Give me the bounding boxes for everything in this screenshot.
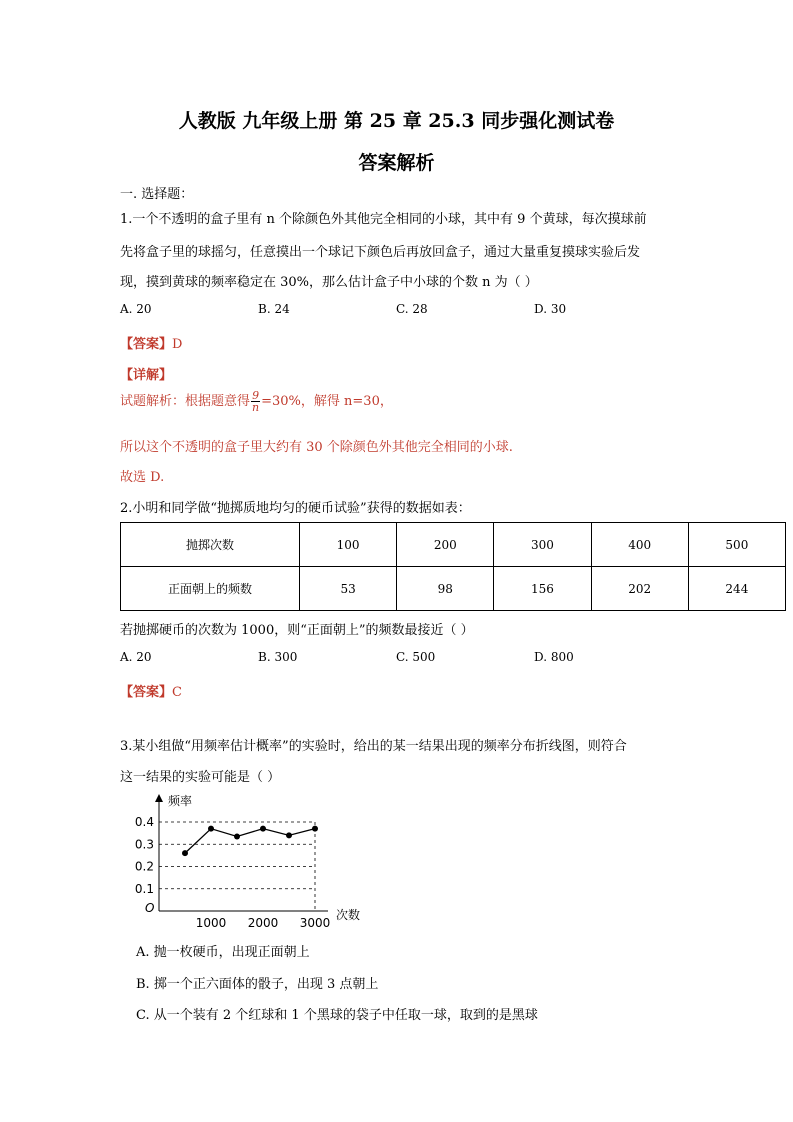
q2-option-b: B. 300 bbox=[258, 650, 298, 664]
q1-option-c: C. 28 bbox=[396, 302, 428, 316]
answer-tag: 【答案】 bbox=[120, 685, 173, 700]
fraction bbox=[251, 390, 260, 413]
page-subtitle: 答案解析 bbox=[358, 152, 435, 174]
table-cell: 200 bbox=[397, 523, 494, 567]
y-tick-label: 0.1 bbox=[134, 881, 154, 896]
y-tick-label: 0.2 bbox=[134, 859, 154, 874]
q1-solution bbox=[120, 390, 393, 413]
series-line bbox=[185, 829, 315, 853]
answer-value: C bbox=[172, 685, 182, 700]
q1-detail-tag bbox=[120, 364, 172, 383]
q1-option-d: D. 30 bbox=[534, 302, 567, 316]
fraction-denominator: n bbox=[252, 401, 260, 414]
q3-line-1: 3.某小组做“用频率估计概率”的实验时，给出的某一结果出现的频率分布折线图，则符合 bbox=[120, 739, 627, 754]
q1-line-3: 现，摸到黄球的频率稳定在 30%，那么估计盒子中小球的个数 n 为（ ） bbox=[120, 275, 538, 290]
table-cell: 100 bbox=[300, 523, 397, 567]
table-row bbox=[121, 523, 786, 567]
data-point bbox=[286, 832, 292, 838]
q3-option-c: C. 从一个装有 2 个红球和 1 个黑球的袋子中任取一球，取到的是黑球 bbox=[136, 1008, 538, 1023]
y-tick-label: 0.4 bbox=[134, 815, 154, 829]
data-point bbox=[234, 833, 240, 839]
table-cell: 98 bbox=[397, 567, 494, 611]
x-tick-label: 3000 bbox=[299, 916, 331, 928]
origin-label: O bbox=[145, 901, 155, 915]
q2-question: 若抛掷硬币的次数为 1000，则“正面朝上”的频数最接近（ ） bbox=[120, 623, 474, 638]
q1-solution-line-2: 所以这个不透明的盒子里大约有 30 个除颜色外其他完全相同的小球. bbox=[120, 440, 513, 455]
table-cell: 400 bbox=[591, 523, 688, 567]
x-axis-label: 次数 bbox=[336, 908, 361, 922]
q2-option-c: C. 500 bbox=[396, 650, 436, 664]
solution-prefix: 试题解析：根据题意得 bbox=[120, 394, 251, 409]
answer-tag: 【答案】 bbox=[120, 337, 173, 352]
table-row bbox=[121, 567, 786, 611]
q3-option-a: A. 抛一枚硬币，出现正面朝上 bbox=[136, 945, 310, 960]
table-cell: 500 bbox=[688, 523, 785, 567]
x-tick-label: 1000 bbox=[195, 916, 227, 928]
q3-option-b: B. 掷一个正六面体的骰子，出现 3 点朝上 bbox=[136, 977, 379, 992]
q2-intro: 2.小明和同学做“抛掷质地均匀的硬币试验”获得的数据如表： bbox=[120, 501, 471, 516]
data-point bbox=[260, 826, 266, 832]
table-cell: 156 bbox=[494, 567, 591, 611]
answer-value: D bbox=[172, 337, 183, 352]
table-row-label: 正面朝上的频数 bbox=[121, 567, 300, 611]
q1-line-2: 先将盒子里的球摇匀，任意摸出一个球记下颜色后再放回盒子，通过大量重复摸球实验后发 bbox=[120, 245, 641, 260]
x-tick-label: 2000 bbox=[247, 916, 279, 928]
table-cell: 300 bbox=[494, 523, 591, 567]
table-cell: 53 bbox=[300, 567, 397, 611]
data-point bbox=[182, 850, 188, 856]
y-axis-label: 频率 bbox=[168, 794, 193, 808]
frequency-table bbox=[120, 522, 786, 611]
q1-option-a: A. 20 bbox=[120, 302, 152, 316]
table-cell: 244 bbox=[688, 567, 785, 611]
data-point bbox=[312, 826, 318, 832]
frequency-line-chart bbox=[130, 788, 380, 928]
detail-tag: 【详解】 bbox=[120, 368, 173, 383]
solution-suffix: =30%，解得 n=30， bbox=[261, 394, 393, 409]
data-point bbox=[208, 826, 214, 832]
q1-answer bbox=[120, 333, 182, 352]
y-tick-label: 0.3 bbox=[134, 837, 154, 852]
q2-answer bbox=[120, 681, 182, 700]
fraction-numerator: 9 bbox=[252, 389, 260, 402]
page-title: 人教版 九年级上册 第 25 章 25.3 同步强化测试卷 bbox=[178, 110, 615, 132]
q1-line-1: 1.一个不透明的盒子里有 n 个除颜色外其他完全相同的小球，其中有 9 个黄球，每次摸球前 bbox=[120, 212, 647, 227]
table-cell: 202 bbox=[591, 567, 688, 611]
section-heading: 一. 选择题： bbox=[120, 187, 194, 202]
table-row-label: 抛掷次数 bbox=[121, 523, 300, 567]
q1-conclusion: 故选 D. bbox=[120, 470, 165, 485]
q3-line-2: 这一结果的实验可能是（ ） bbox=[120, 770, 281, 785]
q1-option-b: B. 24 bbox=[258, 302, 290, 316]
q2-option-d: D. 800 bbox=[534, 650, 574, 664]
q2-option-a: A. 20 bbox=[120, 650, 152, 664]
